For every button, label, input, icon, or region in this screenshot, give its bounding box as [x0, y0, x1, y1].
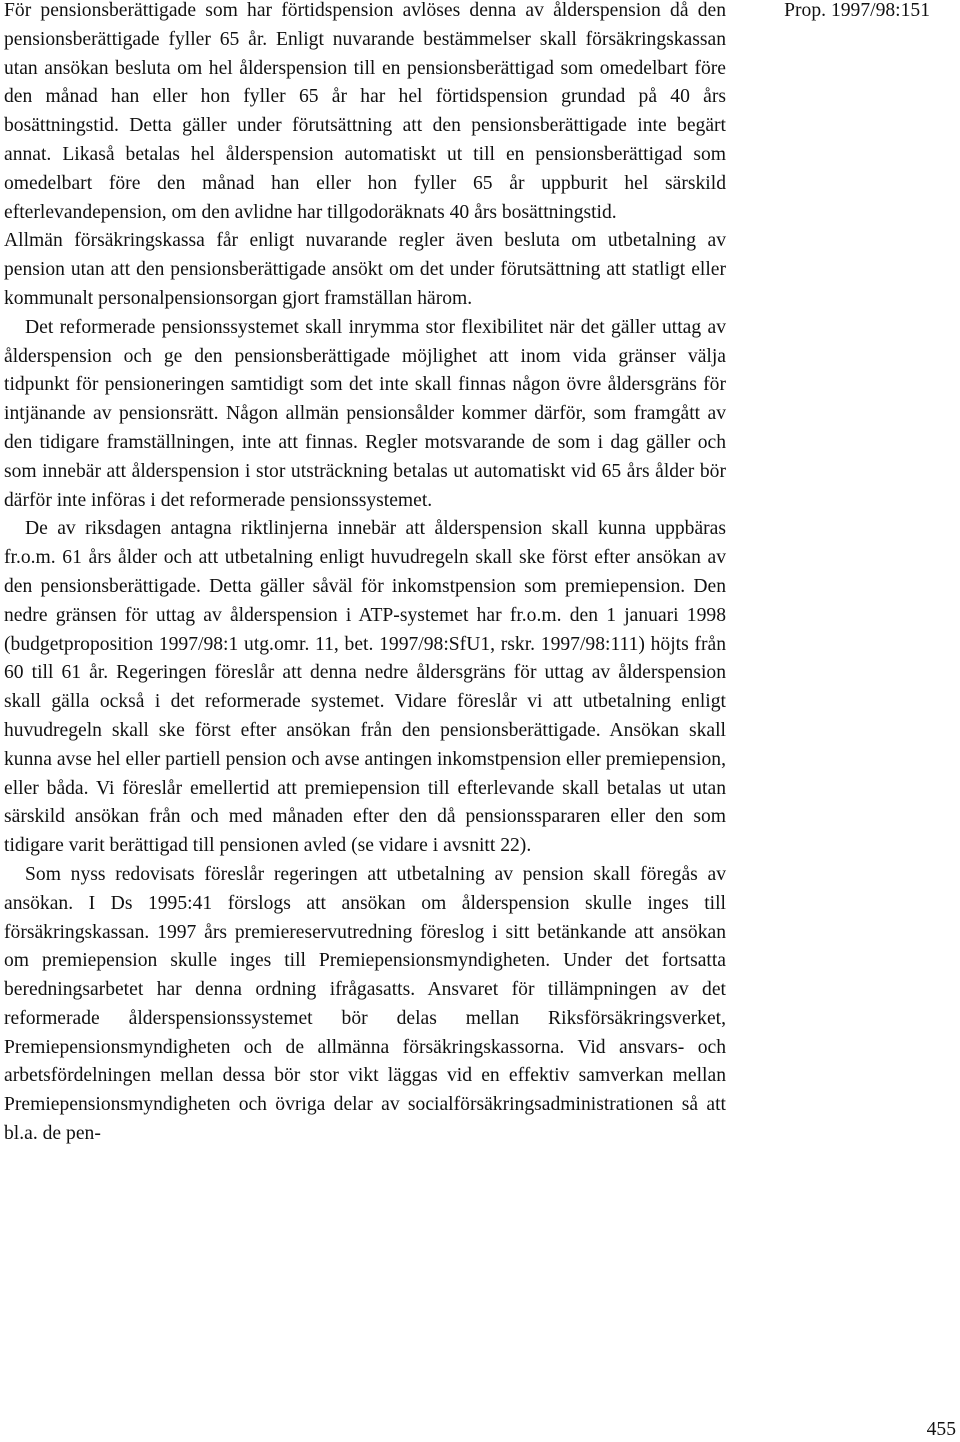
running-head: Prop. 1997/98:151 [784, 0, 930, 21]
body-text [4, 0, 726, 1149]
paragraph-4: De av riksdagen antagna riktlinjerna innebär att ålderspension skall kunna uppbäras fr.o.m. 61 års ålder och att utbetalning enligt huvudregeln skall ske först efter ansökan av den pensionsberättigade. Detta gäller såväl för inkomstpension som premiepension. Den nedre gränsen för uttag av ålderspension i ATP-systemet har fr.o.m. den 1 januari 1998 (budgetproposition 1997/98:1 utg.omr. 11, bet. 1997/98:SfU1, rskr. 1997/98:111) höjts från 60 till 61 år. Regeringen föreslår att denna nedre åldersgräns för uttag av ålderspension skall gälla också i det reformerade systemet. Vidare föreslår vi att utbetalning enligt huvudregeln skall ske först efter ansökan från den pensionsberättigade. Ansökan skall kunna avse hel eller partiell pension och avse antingen inkomstpension eller premiepension, eller båda. Vi föreslår emellertid att premiepension till efterlevande skall betalas ut utan särskild ansökan från och med månaden efter den då pensionsspararen eller den som tidigare varit berättigad till pensionen avled (se vidare i avsnitt 22). [4, 518, 726, 857]
paragraph-5: Som nyss redovisats föreslår regeringen att utbetalning av pension skall föregås av ansökan. I Ds 1995:41 förslogs att ansökan om ålderspension skulle inges till försäkringskassan. 1997 års premiereservutredning föreslog i sitt betänkande att ansökan om premiepension skulle inges till Premiepensionsmyndigheten. Under det fortsatta beredningsarbetet har denna ordning ifrågasatts. Ansvaret för tillämpningen av det reformerade ålderspensionssystemet bör delas mellan Riksförsäkringsverket, Premiepensionsmyndigheten och de allmänna försäkringskassorna. Vid ansvars- och arbetsfördelningen mellan dessa bör stor vikt läggas vid en effektiv samverkan mellan Premiepensionsmyndigheten och övriga delar av socialförsäkringsadministrationen så att bl.a. de pen- [4, 863, 726, 1145]
paragraph-1: För pensionsberättigade som har förtidspension avlöses denna av ålderspension då den pensionsberättigade fyller 65 år. Enligt nuvarande bestämmelser skall försäkringskassan utan ansökan besluta om hel ålderspension till en pensionsberättigad som omedelbart före den månad han eller hon fyller 65 år har hel förtidspension grundad på 40 års bosättningstid. Detta gäller under förutsättning att den pensionsberättigade inte begärt annat. Likaså betalas hel ålderspension automatiskt ut till en pensionsberättigad som omedelbart före den månad han eller hon fyller 65 år uppburit hel särskild efterlevandepension, om den avlidne har tillgodoräknats 40 års bosättningstid. [4, 0, 726, 223]
page-number: 455 [926, 1419, 956, 1440]
paragraph-2: Allmän försäkringskassa får enligt nuvarande regler även besluta om utbetalning av pension utan att den pensionsberättigade ansökt om det under förutsättning att statligt eller kommunalt personalpensionsorgan gjort framställan härom. [4, 230, 726, 309]
paragraph-3: Det reformerade pensionssystemet skall inrymma stor flexibilitet när det gäller uttag av ålderspension och ge den pensionsberättigade möjlighet att inom vida gränser välja tidpunkt för pensioneringen samtidigt som det inte skall finnas någon övre åldersgräns för intjänande av pensionsrätt. Någon allmän pensionsålder kommer därför, som framgått av den tidigare framställningen, inte att finnas. Regler motsvarande de som i dag gäller och som innebär att ålderspension i stor utsträckning betalas ut automatiskt vid 65 års ålder bör därför inte införas i det reformerade pensionssystemet. [4, 316, 726, 511]
